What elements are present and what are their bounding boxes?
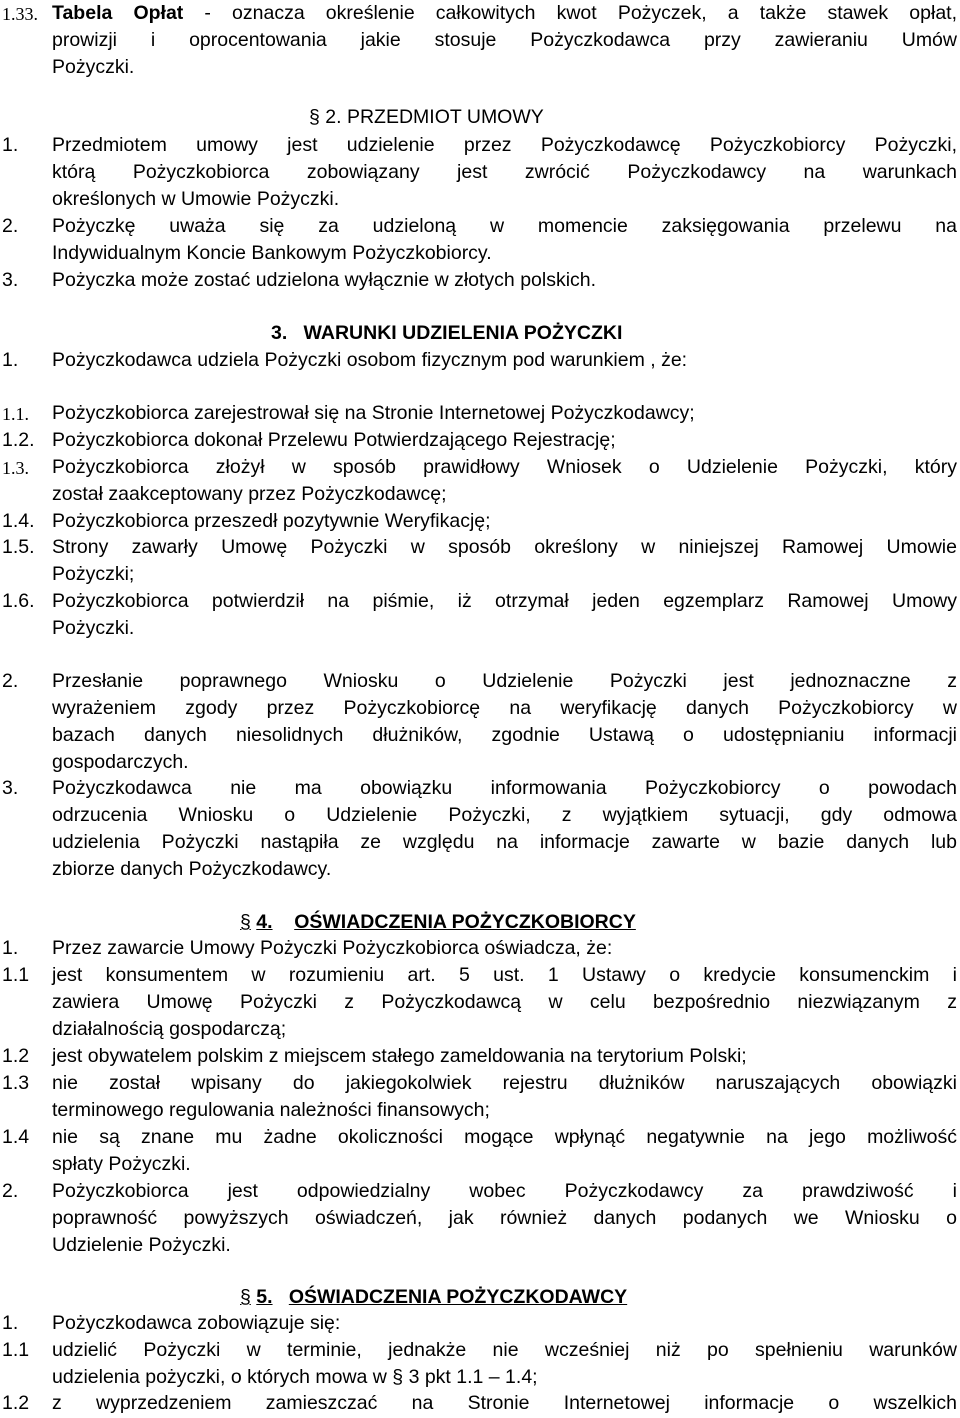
item-number: 1.1 [2,964,30,986]
item-line: z wyprzedzeniem zamieszczać na Stronie Internetowej informacje o wszelkich [52,1392,957,1414]
item-line: Przedmiotem umowy jest udzielenie przez Pożyczkodawcę Pożyczkobiorcy Pożyczki, [52,134,957,156]
item-number: 1.33. [2,4,38,24]
item-number: 3. [2,777,19,799]
item-number: 1.4. [2,510,35,532]
item-line: Udzielenie Pożyczki. [52,1234,231,1256]
item-line: Pożyczkodawca udziela Pożyczki osobom fizycznym pod warunkiem , że: [52,349,688,371]
section-number: 5. [256,1286,273,1308]
item-line: nie został wpisany do jakiegokolwiek rejestru dłużników naruszających obowiązki [52,1072,957,1094]
item-line: odrzucenia Wniosku o Udzielenie Pożyczki, z wyjątkiem sytuacji, gdy odmowa [52,804,957,826]
item-line: Pożyczkę uważa się za udzieloną w momencie zaksięgowania przelewu na [52,215,957,237]
section-title: OŚWIADCZENIA POŻYCZKOBIORCY [294,911,636,933]
item-number: 2. [2,1180,19,1202]
section-heading-5 [240,1286,627,1309]
item-line: Strony zawarły Umowę Pożyczki w sposób określony w niniejszej Ramowej Umowie [52,536,957,558]
item-number: 1.6. [2,590,35,612]
item-line: Pożyczkobiorca złożył w sposób prawidłowy Wniosek o Udzielenie Pożyczki, który [52,456,957,478]
item-line: Przesłanie poprawnego Wniosku o Udzielenie Pożyczki jest jednoznaczne z [52,670,957,692]
item-line: bazach danych niesolidnych dłużników, zgodnie Ustawą o udostępnianiu informacji [52,724,957,746]
item-number: 1.1 [2,1339,30,1361]
item-line: Pożyczkobiorca dokonał Przelewu Potwierdzającego Rejestrację; [52,429,616,451]
item-line: zawiera Umowę Pożyczki z Pożyczkodawcą w celu bezpośrednio niezwiązanym z [52,991,957,1013]
item-line: Pożyczkobiorca przeszedł pozytywnie Weryfikację; [52,510,491,532]
item-number: 1. [2,134,19,156]
item-number: 1. [2,1312,19,1334]
section-title: OŚWIADCZENIA POŻYCZKODAWCY [288,1286,628,1308]
item-line: Przez zawarcie Umowy Pożyczki Pożyczkobiorca oświadcza, że: [52,937,613,959]
term-title: Tabela Opłat [52,2,184,24]
item-line: spłaty Pożyczki. [52,1153,191,1175]
item-line: Pożyczkodawca zobowiązuje się: [52,1312,341,1334]
definition-line: Pożyczki. [52,56,135,78]
item-number: 1. [2,349,19,371]
section-heading-3 [271,322,622,345]
section-number: 4. [256,911,273,933]
item-line: jest obywatelem polskim z miejscem stałego zameldowania na terytorium Polski; [52,1045,747,1067]
item-line: Pożyczka może zostać udzielona wyłącznie w złotych polskich. [52,269,597,291]
item-line: Pożyczkodawca nie ma obowiązku informowania Pożyczkobiorcy o powodach [52,777,957,799]
term-text: - oznacza określenie całkowitych kwot Pożyczek, a także stawek opłat, [183,2,958,24]
item-line: którą Pożyczkobiorca zobowiązany jest zwrócić Pożyczkodawcy na warunkach [52,161,957,183]
section-number: 3. [271,322,288,344]
item-line: Pożyczkobiorca potwierdził na piśmie, iż otrzymał jeden egzemplarz Ramowej Umowy [52,590,957,612]
section-title: 2. PRZEDMIOT UMOWY [325,106,544,128]
item-number: 1.2. [2,429,35,451]
item-number: 1.2 [2,1392,30,1414]
definition-line [52,2,957,25]
section-heading-4 [240,911,636,934]
item-number: 1.3. [2,458,29,478]
item-line: nie są znane mu żadne okoliczności mogące wpłynąć negatywnie na jego możliwość [52,1126,957,1148]
item-line: poprawność powyższych oświadczeń, jak również danych podanych we Wniosku o [52,1207,957,1229]
item-line: zbiorze danych Pożyczkodawcy. [52,858,332,880]
item-line: udzielić Pożyczki w terminie, jednakże nie wcześniej niż po spełnieniu warunków [52,1339,957,1361]
section-sign: § [309,106,320,128]
item-number: 1.1. [2,404,29,424]
item-number: 1. [2,937,19,959]
item-line: Pożyczkobiorca zarejestrował się na Stronie Internetowej Pożyczkodawcy; [52,402,695,424]
definition-line: prowizji i oprocentowania jakie stosuje Pożyczkodawca przy zawieraniu Umów [52,29,957,51]
item-line: terminowego regulowania należności finansowych; [52,1099,490,1121]
item-number: 1.3 [2,1072,30,1094]
item-line: działalnością gospodarczą; [52,1018,287,1040]
section-sign: § [240,911,251,933]
item-number: 1.4 [2,1126,30,1148]
item-line: udzielenia pożyczki, o których mowa w § 3 pkt 1.1 – 1.4; [52,1366,538,1388]
item-line: Pożyczki. [52,617,135,639]
item-number: 1.5. [2,536,35,558]
item-line: wyrażeniem zgody przez Pożyczkobiorcę na weryfikację danych Pożyczkobiorcy w [52,697,957,719]
section-title: WARUNKI UDZIELENIA POŻYCZKI [303,322,623,344]
item-number: 2. [2,215,19,237]
item-line: Pożyczki; [52,563,135,585]
item-line: został zaakceptowany przez Pożyczkodawcę; [52,483,447,505]
section-sign: § [240,1286,251,1308]
item-line: Pożyczkobiorca jest odpowiedzialny wobec Pożyczkodawcy za prawdziwość i [52,1180,957,1202]
item-line: określonych w Umowie Pożyczki. [52,188,340,210]
item-line: gospodarczych. [52,751,189,773]
item-line: udzielenia Pożyczki nastąpiła ze względu na informacje zawarte w bazie danych lub [52,831,957,853]
item-number: 3. [2,269,19,291]
section-heading-2 [309,106,544,129]
item-line: jest konsumentem w rozumieniu art. 5 ust. 1 Ustawy o kredycie konsumenckim i [52,964,957,986]
item-line: Indywidualnym Koncie Bankowym Pożyczkobiorcy. [52,242,492,264]
item-number: 1.2 [2,1045,30,1067]
item-number: 2. [2,670,19,692]
